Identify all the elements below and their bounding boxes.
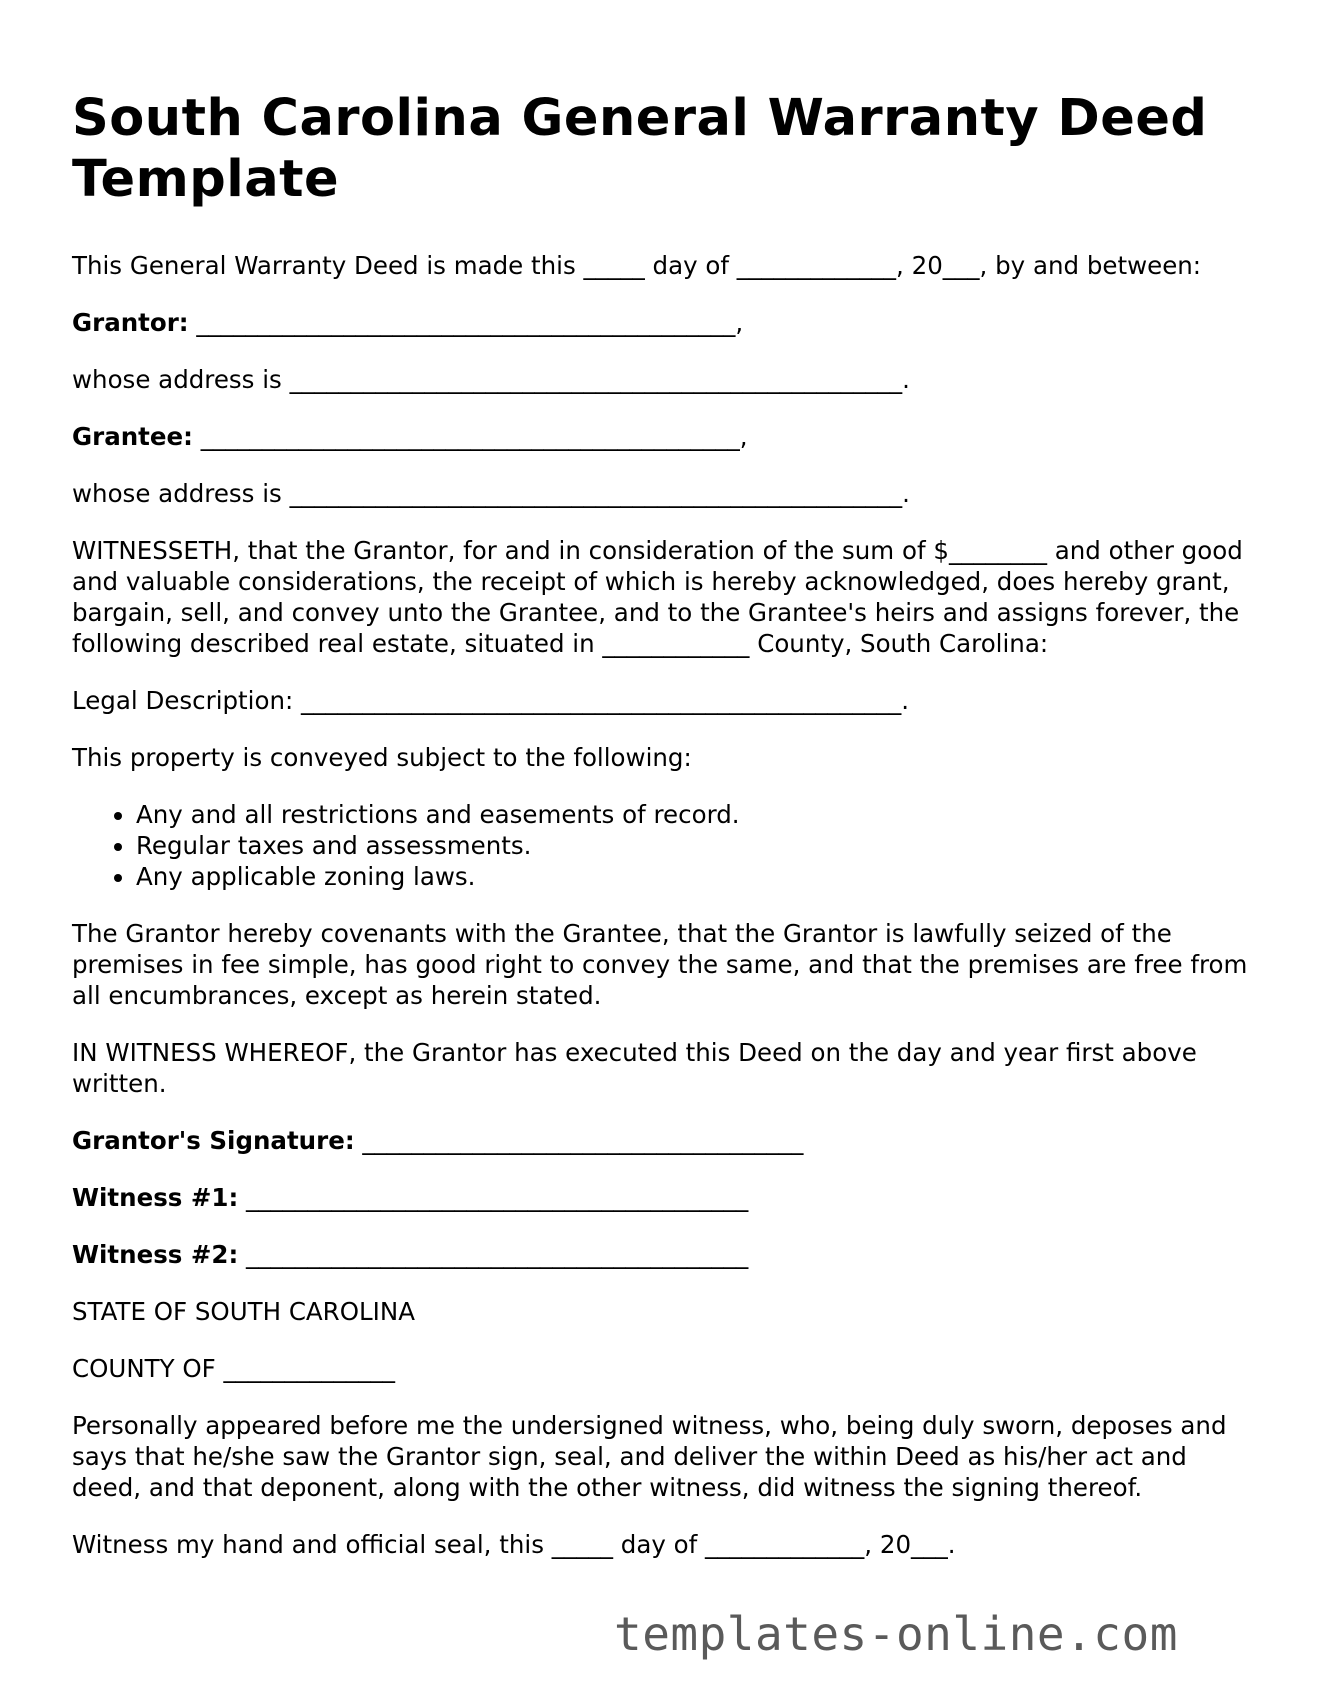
witness-2-line bbox=[72, 1239, 1252, 1270]
intro-paragraph: This General Warranty Deed is made this _____ day of _____________, 20___, by and between: bbox=[72, 251, 1202, 280]
grantor-address-line: whose address is __________________________________________________. bbox=[72, 365, 910, 394]
list-item: • Any and all restrictions and easements of record. bbox=[136, 799, 1252, 830]
subject-intro: This property is conveyed subject to the following: bbox=[72, 743, 692, 772]
witness-1-label: Witness #1: bbox=[72, 1183, 239, 1212]
witness-1-line bbox=[72, 1182, 1252, 1213]
grantor-signature-label: Grantor's Signature: bbox=[72, 1126, 355, 1155]
witnesseth-paragraph: WITNESSETH, that the Grantor, for and in consideration of the sum of $________ and other good and valuable considerations, the receipt of which is hereby acknowledged, does hereby grant, bargain, sell, and convey unto the Grantee, and to the Grantee's heirs and assigns forever, the following described real estate, situated in ____________ County, South Carolina: bbox=[72, 536, 1243, 658]
grantor-signature-line bbox=[72, 1125, 1252, 1156]
county-line: COUNTY OF ______________ bbox=[72, 1354, 396, 1383]
witness-1-blank: _________________________________________ bbox=[238, 1183, 749, 1212]
grantee-blank: ____________________________________________, bbox=[192, 422, 748, 451]
grantor-line bbox=[72, 307, 1252, 338]
state-line: STATE OF SOUTH CAROLINA bbox=[72, 1297, 415, 1326]
grantor-blank: ____________________________________________, bbox=[188, 308, 744, 337]
official-seal-line: Witness my hand and official seal, this _____ day of _____________, 20___. bbox=[72, 1530, 956, 1559]
in-witness-paragraph: IN WITNESS WHEREOF, the Grantor has executed this Deed on the day and year first above written. bbox=[72, 1038, 1197, 1098]
grantee-label: Grantee: bbox=[72, 422, 193, 451]
subject-list bbox=[72, 799, 1252, 892]
list-item: • Regular taxes and assessments. bbox=[136, 830, 1252, 861]
covenant-paragraph: The Grantor hereby covenants with the Grantee, that the Grantor is lawfully seized of the premises in fee simple, has good right to convey the same, and that the premises are free from all encumbrances, except as herein stated. bbox=[72, 919, 1248, 1010]
affidavit-paragraph: Personally appeared before me the undersigned witness, who, being duly sworn, deposes and says that he/she saw the Grantor sign, seal, and deliver the within Deed as his/her act and deed, and that deponent, along with the other witness, did witness the signing thereof. bbox=[72, 1411, 1227, 1502]
document-page bbox=[72, 88, 1252, 1586]
legal-description-line: Legal Description: _________________________________________________. bbox=[72, 686, 910, 715]
witness-2-label: Witness #2: bbox=[72, 1240, 239, 1269]
grantor-label: Grantor: bbox=[72, 308, 189, 337]
witness-2-blank: _________________________________________ bbox=[238, 1240, 749, 1269]
page-title: South Carolina General Warranty Deed Template bbox=[72, 89, 1208, 209]
list-item: • Any applicable zoning laws. bbox=[136, 861, 1252, 892]
grantee-address-line: whose address is __________________________________________________. bbox=[72, 479, 910, 508]
grantor-signature-blank: ____________________________________ bbox=[354, 1126, 804, 1155]
grantee-line bbox=[72, 421, 1252, 452]
watermark-text: templates-online.com bbox=[614, 1607, 1178, 1661]
